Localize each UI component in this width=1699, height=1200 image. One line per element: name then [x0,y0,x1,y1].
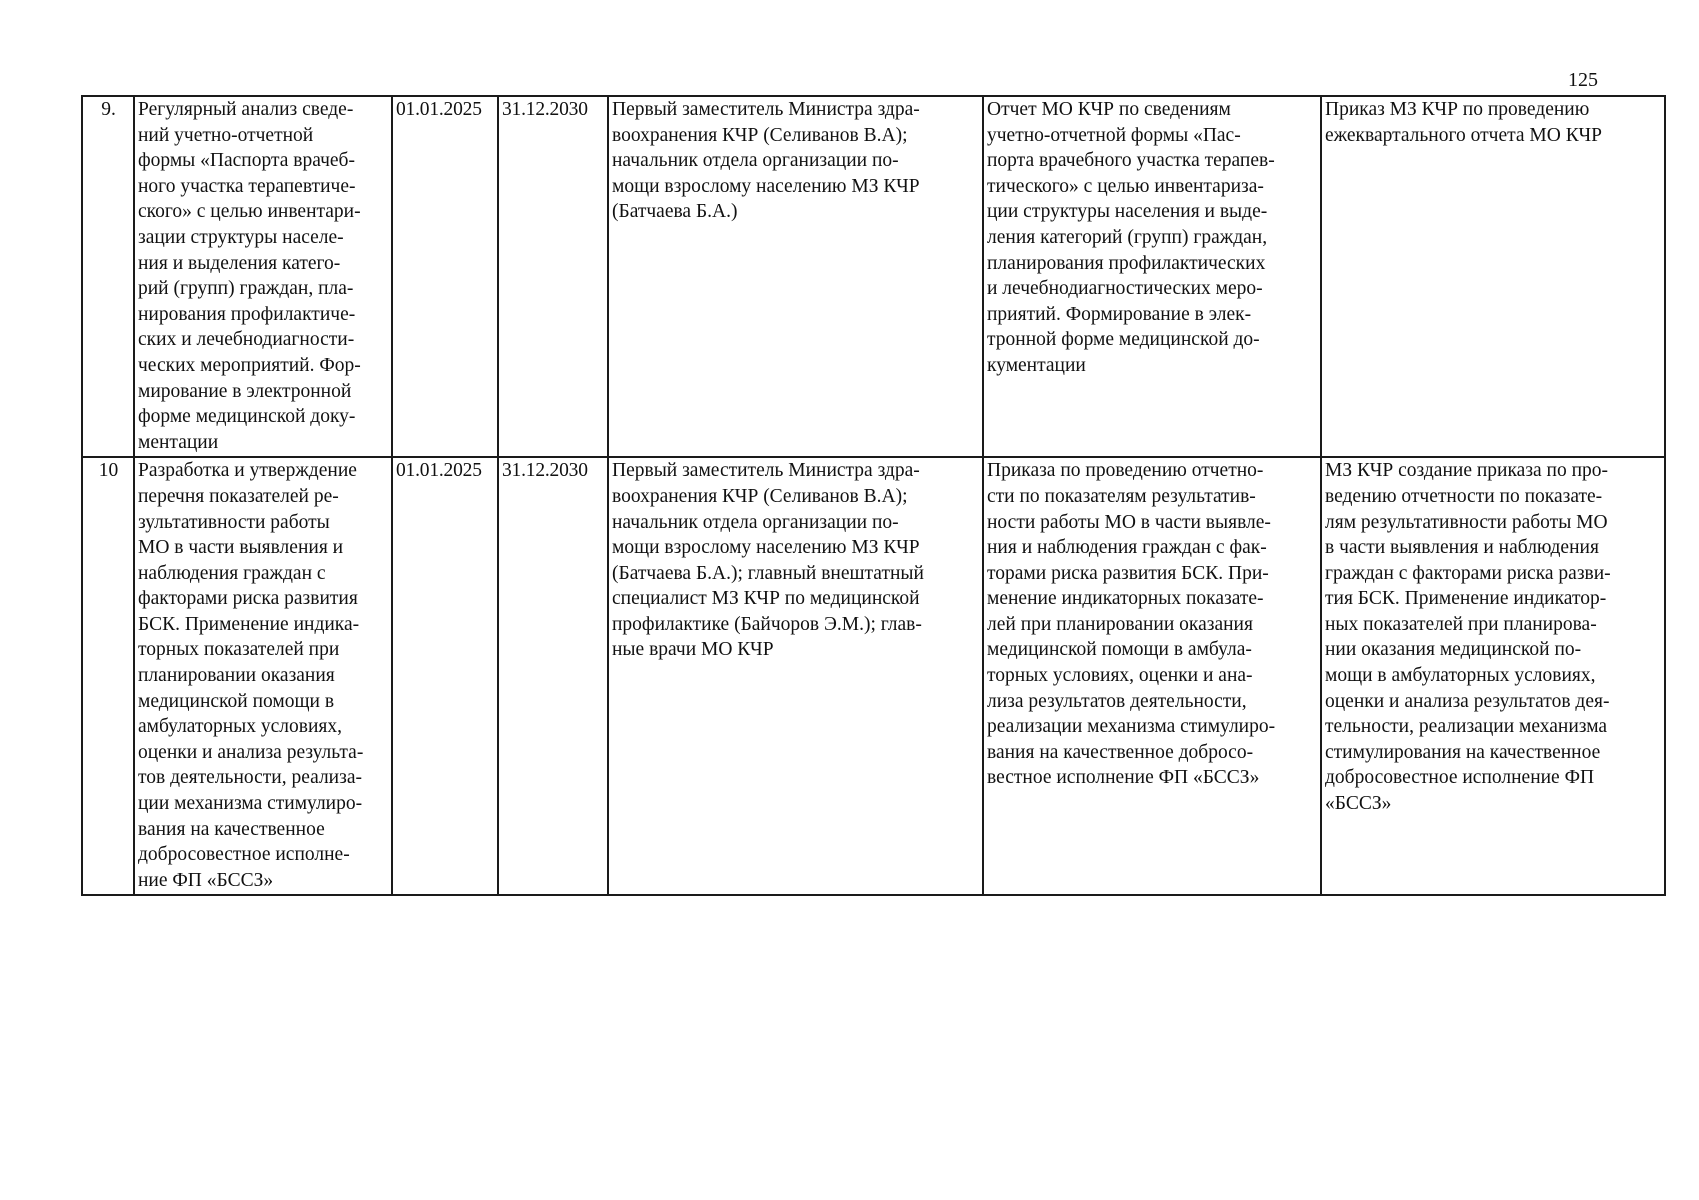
responsible-cell: Первый заместитель Министра здра- воохранения КЧР (Селиванов В.А); начальник отдела организации по- мощи взрослому населению МЗ КЧР (Батчаева Б.А.) [608,96,983,457]
row-number: 9. [82,96,134,457]
table-row [82,96,1665,457]
table-row [82,457,1665,895]
end-date: 31.12.2030 [498,96,608,457]
activity-cell: Регулярный анализ сведе- ний учетно-отчетной формы «Паспорта врачеб- ного участка терапевтиче- ского» с целью инвентари- зации структуры населе- ния и выделения катего- рий (групп) граждан, пла- нирования профилактиче- ских и лечебнодиагности- ческих мероприятий. Фор- мирование в электронной форме медицинской доку- ментации [134,96,392,457]
activity-cell: Разработка и утверждение перечня показателей ре- зультативности работы МО в части выявления и наблюдения граждан с факторами риска развития БСК. Применение индика- торных показателей при планировании оказания медицинской помощи в амбулаторных условиях, оценки и анализа результа- тов деятельности, реализа- ции механизма стимулиро- вания на качественное добросовестное исполне- ние ФП «БССЗ» [134,457,392,895]
end-date: 31.12.2030 [498,457,608,895]
start-date: 01.01.2025 [392,96,498,457]
action-plan-table [81,95,1666,896]
responsible-cell: Первый заместитель Министра здра- воохранения КЧР (Селиванов В.А); начальник отдела организации по- мощи взрослому населению МЗ КЧР (Батчаева Б.А.); главный внештатный специалист МЗ КЧР по медицинской профилактике (Байчоров Э.М.); глав- ные врачи МО КЧР [608,457,983,895]
start-date: 01.01.2025 [392,457,498,895]
page-number: 125 [1568,69,1598,91]
row-number: 10 [82,457,134,895]
result-cell: Отчет МО КЧР по сведениям учетно-отчетной формы «Пас- порта врачебного участка терапев- тического» с целью инвентариза- ции структуры населения и выде- ления категорий (групп) граждан, планирования профилактических и лечебнодиагностических меро- приятий. Формирование в элек- тронной форме медицинской до- кументации [983,96,1321,457]
result-cell: Приказа по проведению отчетно- сти по показателям результатив- ности работы МО в части выявле- ния и наблюдения граждан с фак- торами риска развития БСК. При- менение индикаторных показате- лей при планировании оказания медицинской помощи в амбула- торных условиях, оценки и ана- лиза результатов деятельности, реализации механизма стимулиро- вания на качественное добросо- вестное исполнение ФП «БССЗ» [983,457,1321,895]
control-cell: Приказ МЗ КЧР по проведению ежеквартального отчета МО КЧР [1321,96,1665,457]
control-cell: МЗ КЧР создание приказа по про- ведению отчетности по показате- лям результативности работы МО в части выявления и наблюдения граждан с факторами риска разви- тия БСК. Применение индикатор- ных показателей при планирова- нии оказания медицинской по- мощи в амбулаторных условиях, оценки и анализа результатов дея- тельности, реализации механизма стимулирования на качественное добросовестное исполнение ФП «БССЗ» [1321,457,1665,895]
